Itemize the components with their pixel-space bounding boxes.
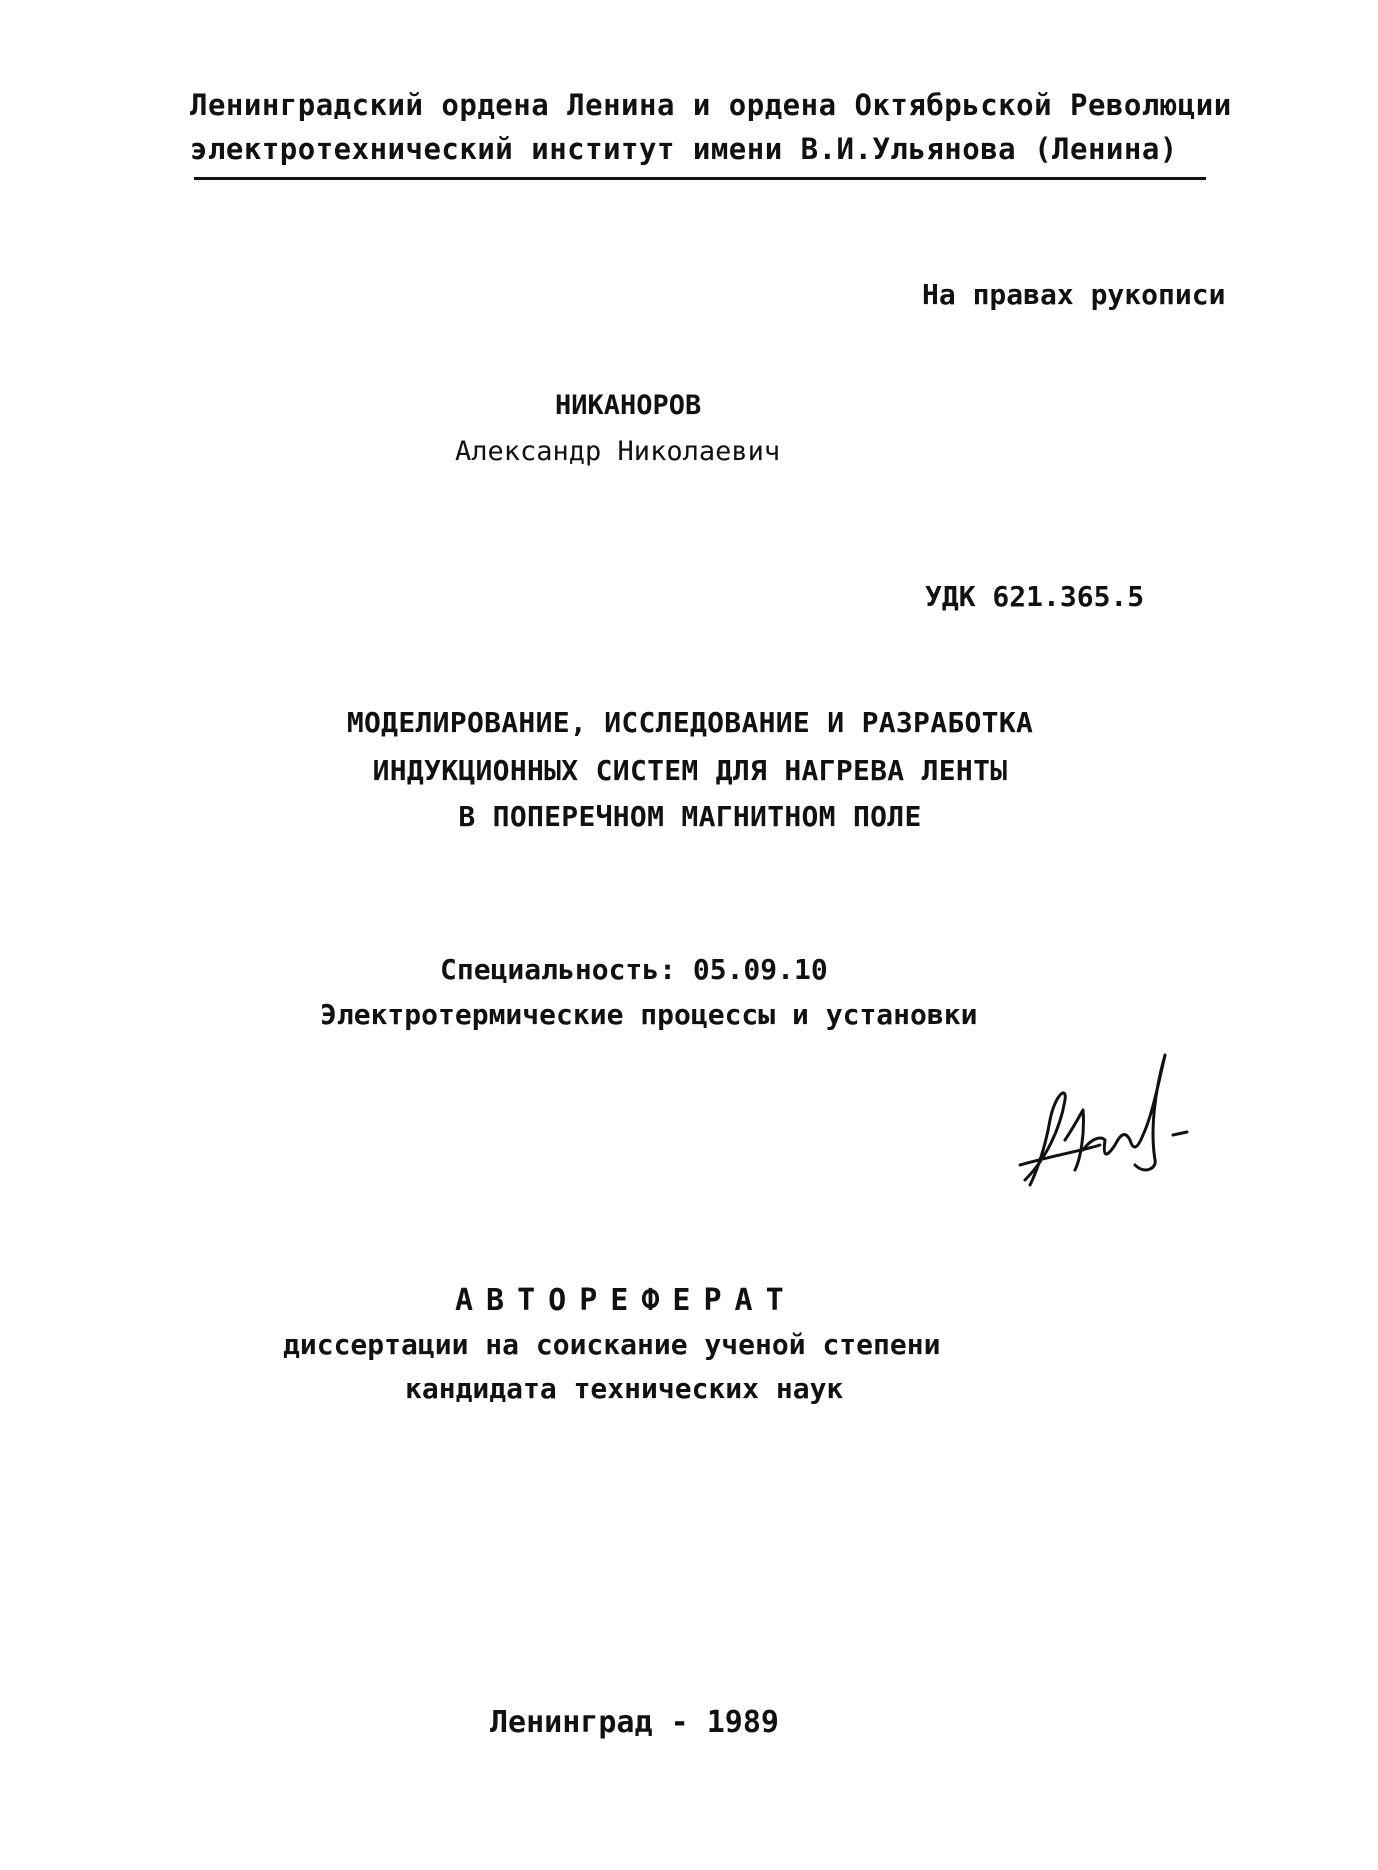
thesis-title-line-1: МОДЕЛИРОВАНИЕ, ИССЛЕДОВАНИЕ И РАЗРАБОТКА — [346, 706, 1034, 739]
institution-line-1: Ленинградский ордена Ленина и ордена Октябрьской Революции — [190, 88, 1232, 122]
author-name: Александр Николаевич — [455, 436, 781, 467]
institution-line-2: электротехнический институт имени В.И.Ульянова (Ленина) — [190, 132, 1178, 166]
thesis-title-line-2: ИНДУКЦИОННЫХ СИСТЕМ ДЛЯ НАГРЕВА ЛЕНТЫ — [372, 754, 1008, 787]
author-surname: НИКАНОРОВ — [555, 390, 702, 421]
handwritten-signature — [1005, 1040, 1205, 1200]
thesis-title-line-3: В ПОПЕРЕЧНОМ МАГНИТНОМ ПОЛЕ — [458, 800, 922, 833]
degree-line-1: диссертации на соискание ученой степени — [283, 1328, 941, 1361]
specialty-code: Специальность: 05.09.10 — [440, 953, 828, 986]
specialty-name: Электротермические процессы и установки — [320, 998, 978, 1031]
header-divider — [194, 177, 1206, 180]
udk-code: УДК 621.365.5 — [925, 580, 1145, 613]
abstract-heading: АВТОРЕФЕРАТ — [455, 1283, 797, 1318]
city-year: Ленинград - 1989 — [490, 1705, 779, 1740]
manuscript-note: На правах рукописи — [922, 278, 1226, 311]
degree-line-2: кандидата технических наук — [405, 1372, 844, 1405]
